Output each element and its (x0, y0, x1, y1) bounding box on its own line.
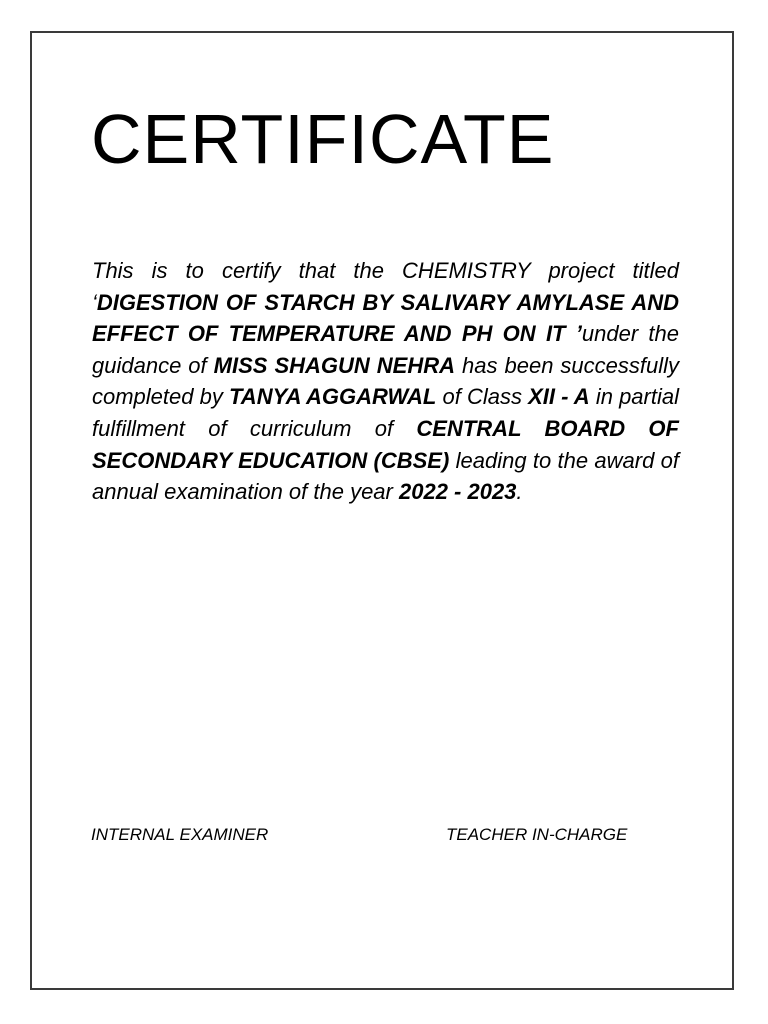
student-name: TANYA AGGARWAL (229, 384, 437, 410)
class-prefix-text: of Class (436, 384, 529, 410)
certificate-title: CERTIFICATE (91, 100, 555, 178)
curriculum-text: in partial fulfillment of curriculum of (92, 384, 679, 441)
project-title: DIGESTION OF STARCH BY SALIVARY AMYLASE AND EFFECT OF TEMPERATURE AND PH ON IT ’ (92, 289, 679, 347)
internal-examiner-label: INTERNAL EXAMINER (91, 825, 269, 844)
class-name: XII - A (528, 384, 590, 410)
guidance-text: under the guidance of (92, 321, 679, 378)
exam-year: 2022 - 2023 (398, 479, 517, 505)
intro-text: This is to certify that the CHEMISTRY project titled ‘ (92, 258, 679, 315)
certificate-body (92, 255, 679, 508)
end-punctuation: . (516, 479, 523, 505)
teacher-in-charge-label: TEACHER IN-CHARGE (446, 825, 628, 844)
completed-text: has been successfully completed by (92, 352, 680, 410)
award-text: leading to the award of annual examination of the year (92, 447, 679, 505)
guide-name: MISS SHAGUN NEHRA (213, 352, 456, 378)
board-name: CENTRAL BOARD OF SECONDARY EDUCATION (CBSE) (92, 415, 679, 473)
